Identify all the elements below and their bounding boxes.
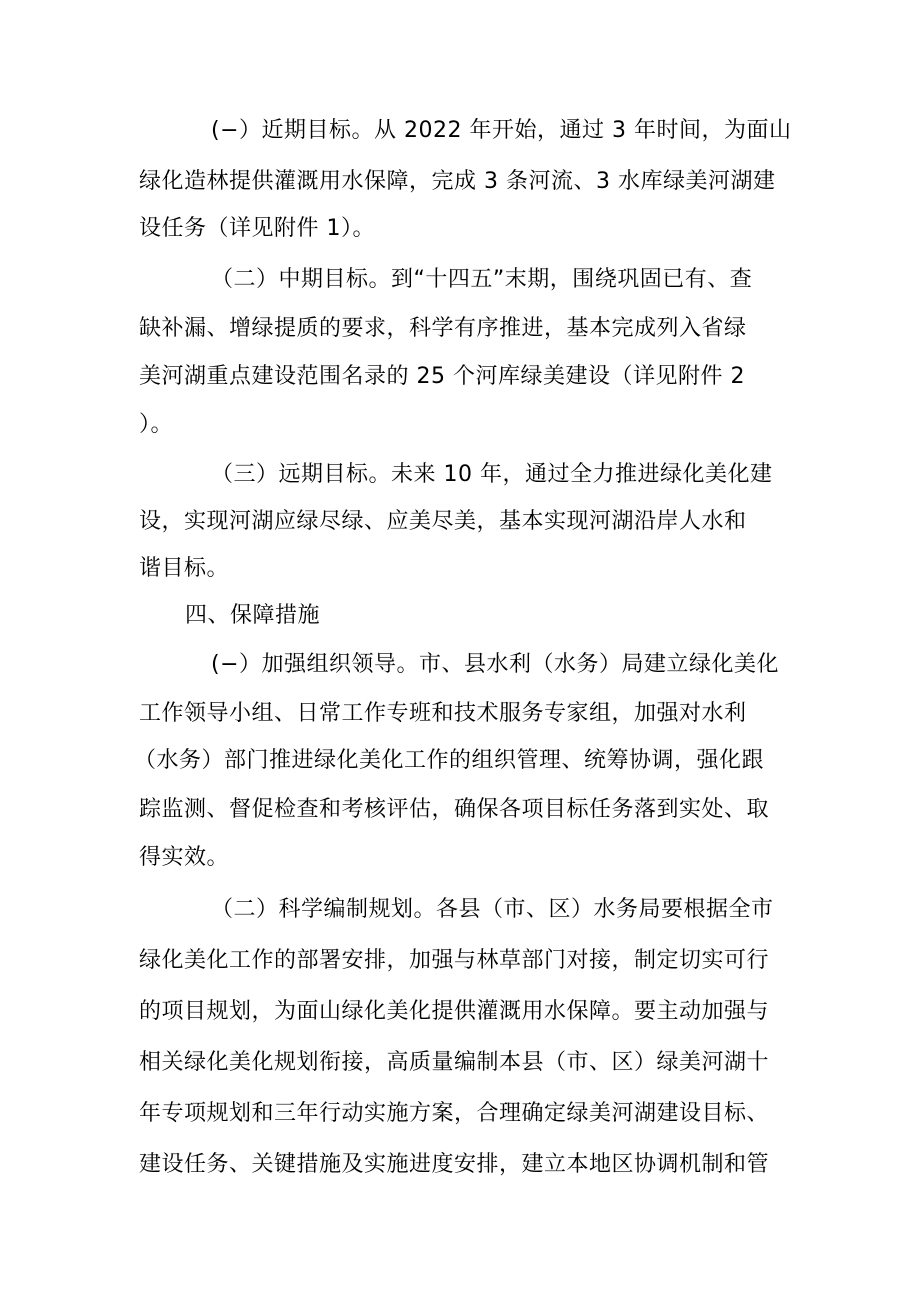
- text-line: 工作领导小组、日常工作专班和技术服务专家组，加强对水利: [139, 701, 747, 726]
- text-line: 绿化造林提供灌溉用水保障，完成 3 条河流、3 水库绿美河湖建: [139, 169, 776, 194]
- text-line: （三）远期目标。未来 10 年，通过全力推进绿化美化建: [211, 462, 773, 487]
- text-line: 年专项规划和三年行动实施方案，合理确定绿美河湖建设目标、: [139, 1101, 770, 1126]
- text-line: 相关绿化美化规划衔接，高质量编制本县（市、区）绿美河湖十: [139, 1050, 770, 1075]
- text-line: 美河湖重点建设范围名录的 25 个河库绿美建设（详见附件 2: [139, 364, 745, 389]
- text-line: ）。: [139, 412, 174, 437]
- text-line: (−）加强组织领导。市、县水利（水务）局建立绿化美化: [211, 652, 780, 677]
- text-line: (−）近期目标。从 2022 年开始，通过 3 年时间，为面山: [211, 118, 792, 143]
- text-line: 设，实现河湖应绿尽绿、应美尽美，基本实现河湖沿岸人水和: [139, 509, 747, 534]
- text-line: 谐目标。: [139, 556, 230, 581]
- text-line: 建设任务、关键措施及实施进度安排，建立本地区协调机制和管: [139, 1152, 770, 1177]
- text-line: （二）科学编制规划。各县（市、区）水务局要根据全市: [211, 897, 774, 922]
- text-line: 绿化美化工作的部署安排，加强与林草部门对接，制定切实可行: [139, 948, 770, 973]
- text-line: 设任务（详见附件 1）。: [139, 216, 375, 241]
- section-heading: 四、保障措施: [185, 603, 321, 628]
- text-line: （二）中期目标。到“十四五”末期，围绕巩固已有、查: [211, 267, 753, 292]
- text-line: 踪监测、督促检查和考核评估，确保各项目标任务落到实处、取: [139, 797, 770, 822]
- text-line: 的项目规划，为面山绿化美化提供灌溉用水保障。要主动加强与: [139, 999, 770, 1024]
- text-line: 缺补漏、增绿提质的要求，科学有序推进，基本完成列入省绿: [139, 316, 747, 341]
- text-line: （水务）部门推进绿化美化工作的组织管理、统筹协调，强化跟: [134, 748, 765, 773]
- text-line: 得实效。: [139, 845, 230, 870]
